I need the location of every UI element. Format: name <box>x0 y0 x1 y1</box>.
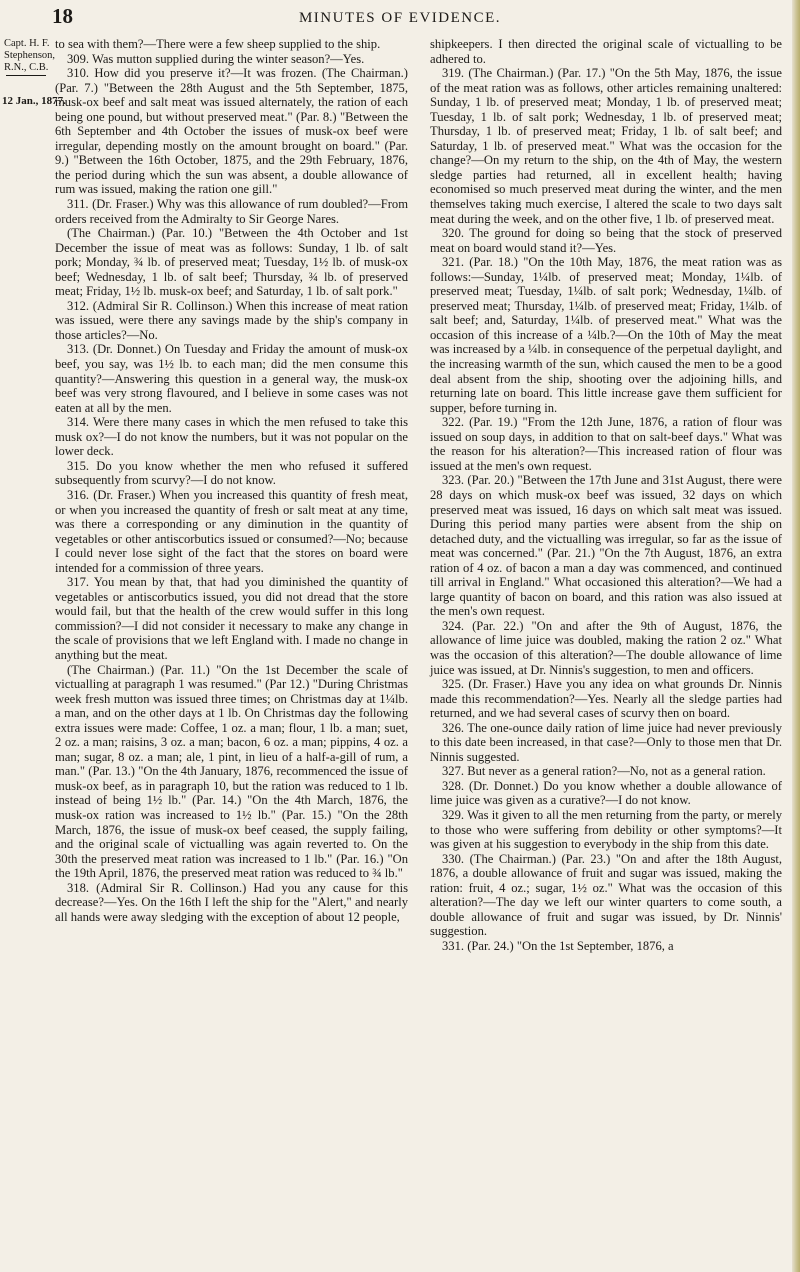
paragraph: 329. Was it given to all the men returning from the party, or merely to those who were suffering from debility or other symptoms?—It was given at his suggestion to everybody in the ship from this date. <box>430 807 782 852</box>
paragraph: 320. The ground for doing so being that the stock of preserved meat on board would stand it?—Yes. <box>430 226 782 255</box>
paragraph: (The Chairman.) (Par. 11.) "On the 1st December the scale of victualling at paragraph 1 was resumed." (Par 12.) "During Christmas week fresh mutton was issued three times; on Christmas day at 1¼lb. a man, and on the other days at 1 lb. On Christmas day the following extra issues were made: Coffee, 1 oz. a man; flour, 1 lb. a man; suet, 2 oz. a man; raisins, 3 oz. a man; bacon, 6 oz. a man; pippins, 4 oz. a man; sugar, 8 oz. a man; ale, 1 pint, in lieu of a half-a-gill of rum, a man." (Par. 13.) "On the 4th January, 1876, recommenced the issue of musk-ox beef, as in paragraph 10, but the ration was reduced to 1 lb. instead of being 1½ lb." (Par. 14.) "On the 4th March, 1876, the musk-ox ration was increased to 1½ lb." (Par. 15.) "On the 28th March, 1876, the issue of musk-ox beef ceased, the supply failing, and the original scale of victualling was again reverted to. On the 30th the preserved meat ration was increased to 1 lb." (Par. 16.) "On the 19th April, 1876, the preserved meat ration was reduced to ¾ lb." <box>55 662 408 881</box>
paragraph: 328. (Dr. Donnet.) Do you know whether a double allowance of lime juice was given as a curative?—I do not know. <box>430 778 782 808</box>
witness-line-3: R.N., C.B. <box>4 62 49 73</box>
paragraph: 314. Were there many cases in which the men refused to take this musk ox?—I do not know the numbers, but it was not popular on the lower deck. <box>55 415 408 459</box>
paragraph: shipkeepers. I then directed the original scale of victualling to be adhered to. <box>430 37 782 66</box>
paragraph: 324. (Par. 22.) "On and after the 9th of August, 1876, the allowance of lime juice was doubled, making the ration 2 oz." What was the occasion of this alteration?—The double allowance of lime juice was issued, at Dr. Ninnis's suggestion, to men and officers. <box>430 618 782 677</box>
paragraph: 311. (Dr. Fraser.) Why was this allowance of rum doubled?—From orders received from the Admiralty to Sir George Nares. <box>55 197 408 226</box>
paragraph: 318. (Admiral Sir R. Collinson.) Had you any cause for this decrease?—Yes. On the 16th I left the ship for the "Alert," and nearly all hands were away sledging with the exception of about 12 people, <box>55 880 408 924</box>
paragraph: 321. (Par. 18.) "On the 10th May, 1876, the meat ration was as follows:—Sunday, 1¼lb. of preserved meat; Monday, 1¼lb. of preserved meat; Tuesday, 1¼lb. of salt pork; Wednesday, 1¼lb. of preserved meat; Thursday, 1¼lb. of preserved meat; Friday, 1¼lb. of salt beef; and, Saturday, 1¼lb. of preserved meat." What was the occasion of this increase of a ¼lb.?—On the 10th of May the meat was increased by a ¼lb. in consequence of the perpetual daylight, and the increasing warmth of the sun, which caused the men to be a good deal absent from the ship, shooting over the adjoining hills, and returning late on board. This little increase gave them sufficient for supper, before turning in. <box>430 255 782 415</box>
paragraph: to sea with them?—There were a few sheep supplied to the ship. <box>55 37 381 51</box>
page-number: 18 <box>52 4 73 28</box>
paragraph: 310. How did you preserve it?—It was frozen. (The Chairman.) (Par. 7.) "Between the 28th August and the 5th September, 1875, musk-ox beef and salt meat was issued alternately, the ration of each being one pound, but without preserved meat." (Par. 8.) "Between the 6th September and 4th October the issues of musk-ox beef were irregular, depending mostly on the amount brought on board." (Par. 9.) "Between the 16th October, 1875, and the 29th February, 1876, the period during which the sun was absent, a double allowance of rum was issued, making the ration one gill." <box>55 66 408 197</box>
paragraph: 326. The one-ounce daily ration of lime juice had never previously to this date been increased, in that case?—Only to those men that Dr. Ninnis suggested. <box>430 720 782 764</box>
page-edge <box>792 0 800 1272</box>
witness-margin-note <box>4 38 54 76</box>
paragraph: 331. (Par. 24.) "On the 1st September, 1876, a <box>442 938 674 953</box>
paragraph: 317. You mean by that, that had you diminished the quantity of vegetables or antiscorbutics issued, you did not dread that the store would fail, but that the health of the crew would suffer in this long commission?—I did not consider it necessary to make any change in the scale of provisions that we left England with. I made no change in anything but the meat. <box>55 575 408 662</box>
paragraph: (The Chairman.) (Par. 10.) "Between the 4th October and 1st December the issue of meat was as follows: Sunday, 1 lb. of salt pork; Monday, ¾ lb. of preserved meat; Tuesday, 1½ lb. of musk-ox beef; Wednesday, 1 lb. of salt beef; Thursday, ¾ lb. of preserved meat; Friday, 1½ lb. musk-ox beef; and Saturday, 1 lb. of salt pork." <box>55 226 408 299</box>
paragraph: 327. But never as a general ration?—No, not as a general ration. <box>442 764 766 779</box>
paragraph: 313. (Dr. Donnet.) On Tuesday and Friday the amount of musk-ox beef, you say, was 1½ lb. to each man; did the men consume this quantity?—Answering this question in a general way, the musk-ox beef was very strong flavoured, and I believe in some cases was not eaten at all by the men. <box>55 342 408 415</box>
paragraph: 323. (Par. 20.) "Between the 17th June and 31st August, there were 28 days on which musk-ox beef was issued, 32 days on which preserved meat was issued, 16 days on which salt meat was issued. During this period many parties were absent from the ship on detached duty, and the victualling was irregular, so far as the issue of meat was concerned." (Par. 21.) "On the 7th August, 1876, an extra ration of 4 oz. of bacon a man a day was commenced, and continued till arrival in England." What occasioned this alteration?—We had a large quantity of bacon on board, and this ration was also issued at the men's own request. <box>430 473 782 619</box>
paragraph: 312. (Admiral Sir R. Collinson.) When this increase of meat ration was issued, were there any savings made by the ship's company in those articles?—No. <box>55 298 408 342</box>
paragraph: 319. (The Chairman.) (Par. 17.) "On the 5th May, 1876, the issue of the meat ration was as follows, other articles remaining unaltered: Sunday, 1 lb. of preserved meat; Monday, 1 lb. of preserved meat; Tuesday, 1 lb. of salt pork; Wednesday, 1 lb. of preserved meat; Thursday, 1 lb. of preserved meat; Friday, 1 lb. of salt beef; and Saturday, 1 lb. of preserved meat." What was the occasion for the change?—On my return to the ship, on the 4th of May, the western sledge parties had returned, all in excellent health; having economised so much preserved meat during the winter, and the men themselves taking much exercise, I altered the scale to two days salt meat during the week, and on the other five, 1 lb. of preserved meat. <box>430 66 782 226</box>
paragraph: 322. (Par. 19.) "From the 12th June, 1876, a ration of flour was issued on soup days, in addition to that on salt-beef days." What was the reason for his alteration?—This increased ration of flour was issued at the men's own request. <box>430 415 782 473</box>
witness-line-2: Stephenson, <box>4 50 56 61</box>
paragraph: 316. (Dr. Fraser.) When you increased this quantity of fresh meat, or when you increased the quantity of fresh or salt meat at any time, was there a corresponding or any diminution in the quantity of vegetables or other antiscorbutics issued or consumed?—No; because I could never lose sight of the fact that the stores on board were intended for a commission of three years. <box>55 487 408 575</box>
paragraph: 315. Do you know whether the men who refused it suffered subsequently from scurvy?—I do not know. <box>55 458 408 488</box>
running-head: MINUTES OF EVIDENCE. <box>298 10 502 26</box>
paragraph: 330. (The Chairman.) (Par. 23.) "On and after the 18th August, 1876, a double allowance of fruit and sugar was issued, making the ration: fruit, 4 oz.; sugar, 1½ oz." What was the occasion of this alteration?—The day we left our winter quarters to come south, a double allowance of fruit and sugar was issued, by Dr. Ninnis' suggestion. <box>430 851 782 939</box>
paragraph: 309. Was mutton supplied during the winter season?—Yes. <box>67 51 365 66</box>
left-column <box>55 37 408 924</box>
date-margin-note: 12 Jan., 1877. <box>2 95 66 107</box>
right-column <box>430 37 782 953</box>
paragraph: 325. (Dr. Fraser.) Have you any idea on what grounds Dr. Ninnis made this recommendation?—Yes. Nearly all the sledge parties had returned, and we had several cases of scurvy then on board. <box>430 677 782 721</box>
margin-rule <box>6 75 46 76</box>
witness-line-1: Capt. H. F. <box>4 38 50 49</box>
